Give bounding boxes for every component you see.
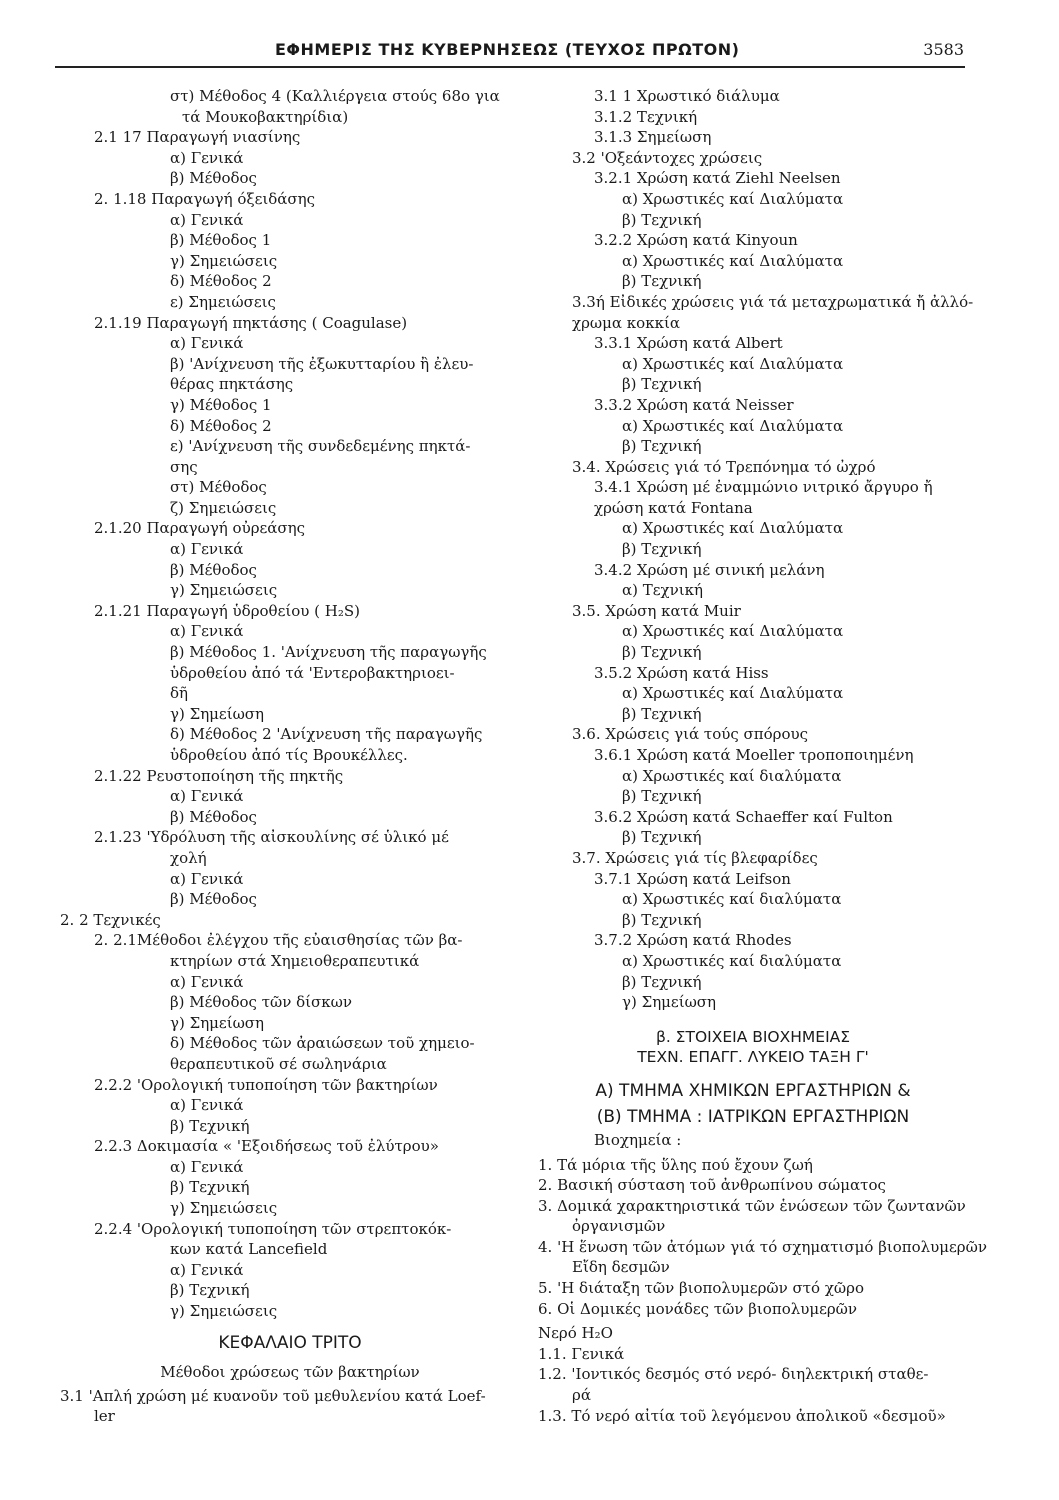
toc-line: α) Γενικά [170, 334, 244, 353]
toc-line: α) Χρωστικές καί Διαλύματα [622, 189, 844, 208]
toc-line: θεραπευτικοῦ σέ σωληνάρια [170, 1054, 387, 1073]
toc-line: 2.1.23 'Υδρόλυση τῆς αἰσκουλίνης σέ ὑλικό μέ [94, 828, 449, 847]
toc-line: α) Γενικά [170, 972, 244, 991]
toc-line: α) Γενικά [170, 622, 244, 641]
toc-line: γ) Σημειώσεις [170, 251, 278, 270]
toc-line: β) Τεχνική [622, 828, 702, 847]
toc-line: τά Μουκοβακτηρίδια) [182, 107, 349, 126]
toc-line: 3.7.1 Χρώση κατά Leifson [594, 869, 791, 888]
biochemistry-item: 3. Δομικά χαρακτηριστικά τῶν ἑνώσεων τῶν ζωντανῶν [538, 1196, 966, 1215]
chapter-item: 3.1 'Απλή χρώση μέ κυανοῦν τοῦ μεθυλενίου κατά Loef- [60, 1386, 486, 1405]
water-list [538, 1323, 968, 1426]
toc-line: 2. 2.1Μέθοδοι ἐλέγχου τῆς εὐαισθησίας τῶν βα- [94, 931, 463, 950]
right-column [538, 86, 987, 1426]
toc-line: 3.2.1 Χρώση κατά Ziehl Neelsen [594, 169, 841, 188]
toc-line: β) Μέθοδος 1 [170, 231, 272, 250]
toc-line: 3.6.2 Χρώση κατά Schaeffer καί Fulton [594, 807, 893, 826]
toc-line: β) Τεχνική [622, 272, 702, 291]
toc-line: χρωμα κοκκία [572, 313, 680, 332]
toc-line: β) Τεχνική [622, 910, 702, 929]
toc-line: α) Γενικά [170, 1096, 244, 1115]
water-item: Νερό H₂O [538, 1324, 613, 1343]
toc-line: χρώση κατά Fontana [594, 498, 753, 517]
biochemistry-item: 6. Οἱ Δομικές μονάδες τῶν βιοπολυμερῶν [538, 1299, 858, 1318]
toc-line: 2. 2 Τεχνικές [60, 910, 161, 929]
toc-line: γ) Μέθοδος 1 [170, 395, 272, 414]
department-a: Α) ΤΜΗΜΑ ΧΗΜΙΚΩΝ ΕΡΓΑΣΤΗΡΙΩΝ & [595, 1080, 911, 1101]
toc-line: δ) Μέθοδος 2 'Ανίχνευση τῆς παραγωγῆς [170, 725, 483, 744]
toc-line: α) Γενικά [170, 1157, 244, 1176]
toc-line: γ) Σημείωση [622, 993, 717, 1012]
toc-line: α) Χρωστικές καί Διαλύματα [622, 519, 844, 538]
toc-line: ὑδροθείου ἀπό τά 'Εντεροβακτηριοει- [170, 663, 455, 682]
toc-line: δ) Μέθοδος 2 [170, 416, 272, 435]
page-header [60, 40, 964, 66]
toc-line: γ) Σημείωση [170, 1013, 265, 1032]
toc-line: 3.7. Χρώσεις γιά τίς βλεφαρίδες [572, 848, 818, 867]
toc-line: 3.4.2 Χρώση μέ σινική μελάνη [594, 560, 825, 579]
toc-line: σης [170, 457, 198, 476]
biochemistry-item: 5. 'Η διάταξη τῶν βιοπολυμερῶν στό χῶρο [538, 1279, 865, 1298]
toc-line: β) Τεχνική [622, 437, 702, 456]
water-item: 1.1. Γενικά [538, 1344, 625, 1363]
toc-line: β) Τεχνική [622, 540, 702, 559]
toc-line: θέρας πηκτάσης [170, 375, 294, 394]
toc-line: α) Γενικά [170, 540, 244, 559]
toc-line: β) Μέθοδος [170, 169, 257, 188]
section-b-grade: ΤΕΧΝ. ΕΠΑΓΓ. ΛΥΚΕΙΟ ΤΑΞΗ Γ' [637, 1048, 869, 1067]
toc-line: α) Χρωστικές καί Διαλύματα [622, 416, 844, 435]
toc-line: α) Χρωστικές καί Διαλύματα [622, 354, 844, 373]
toc-line: β) 'Ανίχνευση τῆς ἐξωκυτταρίου ἢ ἐλευ- [170, 354, 474, 373]
toc-line: α) Χρωστικές καί διαλύματα [622, 766, 842, 785]
biochemistry-item: ὀργανισμῶν [572, 1217, 666, 1236]
water-item: ρά [572, 1386, 591, 1405]
biochemistry-item: 2. Βασική σύσταση τοῦ ἀνθρωπίνου σώματος [538, 1176, 886, 1195]
toc-line: δῆ [170, 684, 189, 703]
toc-line: α) Γενικά [170, 869, 244, 888]
toc-line: γ) Σημείωση [170, 704, 265, 723]
toc-line: β) Τεχνική [622, 210, 702, 229]
right-column-lines [538, 86, 974, 1013]
toc-line: β) Μέθοδος [170, 560, 257, 579]
toc-line: 2.1.20 Παραγωγή οὐρεάσης [94, 519, 306, 538]
biochemistry-item: Εἴδη δεσμῶν [572, 1258, 670, 1277]
toc-line: β) Τεχνική [622, 972, 702, 991]
toc-line: α) Γενικά [170, 1260, 244, 1279]
toc-line: 3.2 'Οξεάντοχες χρώσεις [572, 148, 763, 167]
toc-line: 3.6.1 Χρώση κατά Moeller τροποποιημένη [594, 746, 914, 764]
toc-line: 3.1.3 Σημείωση [594, 128, 712, 147]
toc-line: ε) Σημειώσεις [170, 292, 276, 311]
toc-line: 3.1.2 Τεχνική [594, 107, 698, 126]
toc-line: 2.1.22 Ρευστοποίηση τῆς πηκτῆς [94, 766, 344, 785]
toc-line: β) Τεχνική [622, 643, 702, 662]
biochemistry-item: 1. Τά μόρια τῆς ὕλης πού ἔχουν ζωή [538, 1155, 813, 1174]
toc-line: β) Μέθοδος [170, 890, 257, 909]
toc-line: 2.2.3 Δοκιμασία « 'Εξοιδήσεως τοῦ ἐλύτρου» [94, 1137, 439, 1156]
toc-line: α) Τεχνική [622, 581, 703, 600]
toc-line: α) Χρωστικές καί Διαλύματα [622, 251, 844, 270]
toc-line: κων κατά Lancefield [170, 1240, 328, 1259]
department-b: (Β) ΤΜΗΜΑ : ΙΑΤΡΙΚΩΝ ΕΡΓΑΣΤΗΡΙΩΝ [596, 1106, 910, 1127]
water-item: 1.3. Τό νερό αἰτία τοῦ λεγόμενου ἀπολικοῦ «δεσμοῦ» [538, 1406, 946, 1425]
toc-line: α) Γενικά [170, 148, 244, 167]
toc-line: ε) 'Ανίχνευση τῆς συνδεδεμένης πηκτά- [170, 437, 471, 456]
toc-line: 3.6. Χρώσεις γιά τούς σπόρους [572, 725, 809, 744]
toc-line: β) Μέθοδος [170, 807, 257, 826]
toc-line: στ) Μέθοδος 4 (Καλλιέργεια στούς 68ο για [170, 87, 500, 105]
page-number: 3583 [923, 40, 964, 59]
section-b-title: β. ΣΤΟΙΧΕΙΑ ΒΙΟΧΗΜΕΙΑΣ [655, 1027, 851, 1046]
toc-line: 3.1 1 Χρωστικό διάλυμα [594, 87, 780, 105]
toc-line: α) Χρωστικές καί Διαλύματα [622, 684, 844, 703]
toc-line: δ) Μέθοδος τῶν ἀραιώσεων τοῦ χημειο- [170, 1034, 475, 1053]
water-item: 1.2. 'Ιοντικός δεσμός στό νερό- διηλεκτρική σταθε- [538, 1365, 929, 1384]
gazette-title: ΕΦΗΜΕΡΙΣ ΤΗΣ ΚΥΒΕΡΝΗΣΕΩΣ (ΤΕΥΧΟΣ ΠΡΩΤΟΝ) [275, 40, 740, 59]
toc-line: 3.7.2 Χρώση κατά Rhodes [594, 931, 792, 950]
toc-line: β) Τεχνική [170, 1116, 250, 1135]
toc-line: γ) Σημειώσεις [170, 1199, 278, 1218]
toc-line: χολή [170, 848, 207, 867]
left-column-lines [60, 86, 520, 1322]
chapter-subtitle: Μέθοδοι χρώσεως τῶν βακτηρίων [160, 1362, 420, 1381]
toc-line: β) Τεχνική [622, 704, 702, 723]
subject-label: Βιοχημεία : [594, 1130, 682, 1149]
toc-line: 3.3ή Εἰδικές χρώσεις γιά τά μεταχρωματικά ἤ ἀλλό- [572, 292, 974, 311]
toc-line: 3.5.2 Χρώση κατά Hiss [594, 663, 769, 682]
biochemistry-list [538, 1155, 987, 1320]
toc-line: α) Χρωστικές καί διαλύματα [622, 951, 842, 970]
toc-line: β) Μέθοδος τῶν δίσκων [170, 993, 353, 1012]
toc-line: κτηρίων στά Χημειοθεραπευτικά [170, 951, 420, 970]
toc-line: γ) Σημειώσεις [170, 581, 278, 600]
toc-line: 2.1.19 Παραγωγή πηκτάσης ( Coagulase) [94, 313, 408, 332]
toc-line: 2.2.4 'Ορολογική τυποποίηση τῶν στρεπτοκόκ- [94, 1219, 452, 1238]
toc-line: 3.3.2 Χρώση κατά Neisser [594, 395, 794, 414]
toc-line: β) Τεχνική [622, 787, 702, 806]
toc-line: γ) Σημειώσεις [170, 1302, 278, 1321]
toc-line: ζ) Σημειώσεις [170, 498, 277, 517]
header-rule [55, 66, 965, 68]
toc-line: ὑδροθείου ἀπό τίς Βρουκέλλες. [170, 746, 408, 764]
toc-line: δ) Μέθοδος 2 [170, 272, 272, 291]
toc-line: 2.2.2 'Ορολογική τυποποίηση τῶν βακτηρίων [94, 1075, 438, 1094]
toc-line: 2.1.21 Παραγωγή ὑδροθείου ( H₂S) [94, 601, 360, 620]
toc-line: α) Χρωστικές καί διαλύματα [622, 890, 842, 909]
toc-line: β) Τεχνική [170, 1281, 250, 1300]
toc-line: 2. 1.18 Παραγωγή όξειδάσης [94, 189, 316, 208]
toc-line: α) Χρωστικές καί Διαλύματα [622, 622, 844, 641]
toc-line: α) Γενικά [170, 787, 244, 806]
toc-line: στ) Μέθοδος [170, 478, 267, 497]
toc-line: β) Μέθοδος 1. 'Ανίχνευση τῆς παραγωγῆς [170, 643, 487, 662]
chapter-title: ΚΕΦΑΛΑΙΟ ΤΡΙΤΟ [218, 1332, 362, 1353]
toc-line: 3.4.1 Χρώση μέ ἐναμμώνιο νιτρικό ἄργυρο ἤ [594, 478, 933, 497]
toc-line: 2.1 17 Παραγωγή νιασίνης [94, 128, 301, 147]
toc-line: 3.5. Χρώση κατά Muir [572, 601, 741, 620]
toc-line: β) Τεχνική [170, 1178, 250, 1197]
toc-line: α) Γενικά [170, 210, 244, 229]
toc-line: 3.3.1 Χρώση κατά Albert [594, 334, 783, 353]
left-column [60, 86, 520, 1427]
toc-line: 3.4. Χρώσεις γιά τό Τρεπόνημα τό ὠχρό [572, 457, 876, 476]
biochemistry-item: 4. 'Η ἕνωση τῶν ἀτόμων γιά τό σχηματισμό βιοπολυμερῶν [538, 1237, 987, 1256]
toc-line: β) Τεχνική [622, 375, 702, 394]
chapter-item-continuation: ler [94, 1407, 115, 1426]
toc-line: 3.2.2 Χρώση κατά Kinyoun [594, 231, 798, 250]
